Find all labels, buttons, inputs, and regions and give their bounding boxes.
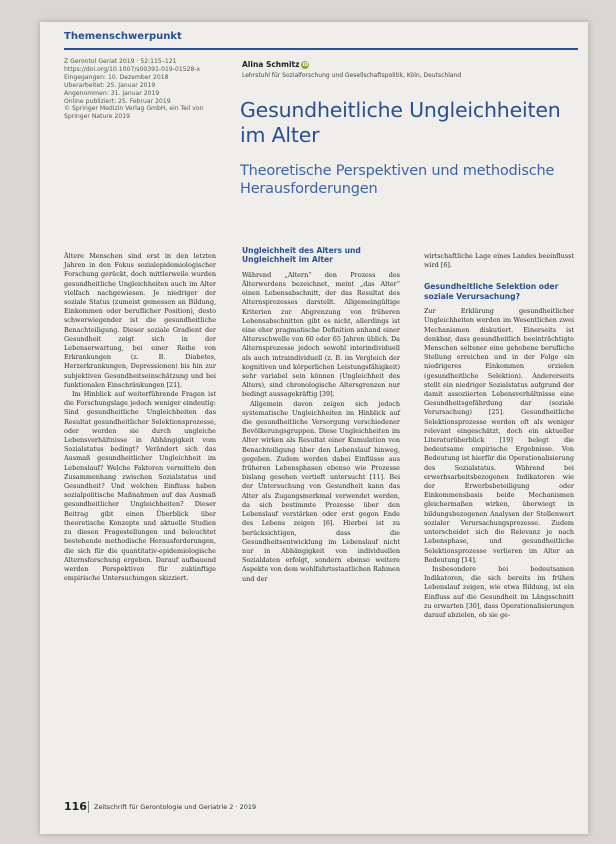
author-name: Alina Schmitz bbox=[242, 60, 300, 69]
section-heading: Ungleichheit des Alters und Ungleichheit im Alter bbox=[242, 246, 361, 265]
article-metadata bbox=[64, 58, 229, 121]
text-column-1 bbox=[64, 252, 216, 583]
paragraph: Im Hinblick auf weiterführende Fragen ist die Forschungslage jedoch weniger eindeutig: Sind gesundheitliche Ungleichheiten das Resultat gesundheitlicher Selektionsprozesse, oder werden sie durch ungleiche Lebensverhältnisse in Abhängigkeit vom Sozialstatus bedingt? Verändert sich das Ausmaß gesundheitlicher Ungleichheit im Lebenslauf? Welche Faktoren vermitteln den Zusammenhang zwischen Sozialstatus und Gesundheit? Und welchen Einfluss haben sozialpolitische Maßnahmen auf das Ausmaß gesundheitlicher Ungleichheiten? Dieser Beitrag gibt einen Überblick über theoretische Konzepte und aktuelle Studien zu diesen Fragestellungen und beleuchtet bestehende methodische Herausforderungen, die sich für die quantitativ-epidemiologische Alternsforschung ergeben. Darauf aufbauend werden Perspektiven für zukünftige empirische Untersuchungen skizziert. bbox=[64, 390, 216, 583]
meta-line: Angenommen: 31. Januar 2019 bbox=[64, 89, 160, 97]
section-label: Themenschwerpunkt bbox=[64, 31, 182, 42]
section-heading: Gesundheitliche Selektion oder soziale Verursachung? bbox=[424, 282, 559, 301]
paragraph: wirtschaftliche Lage eines Landes beeinflusst wird [6]. bbox=[424, 252, 574, 270]
meta-line: Überarbeitet: 25. Januar 2019 bbox=[64, 81, 156, 89]
paragraph: Insbesondere bei bedeutsamen Indikatoren, die sich bereits im frühen Lebenslauf zeigen, wie etwa Bildung, ist ein Einfluss auf die Gesundheit im Längsschnitt zu erwarten [30], dass Operationalisierungen darauf abzielen, ob sie ge- bbox=[424, 564, 574, 619]
paragraph: Allgemein davon zeigen sich jedoch systematische Ungleichheiten im Hinblick auf die gesundheitliche Versorgung verschiedener Bevölkerungsgruppen. Diese Ungleichheiten im Alter wirken als Resultat einer Kumulation von Benachteiligung über den Lebenslauf hinweg, gegeben. Zudem werden dabei Einflüsse aus früheren Lebensphasen ebenso wie Prozesse bislang gesehen vertieft untersucht [11]. Bei der Untersuchung von Gesundheit kann das Alter als Zugangsmerkmal verwendet werden, da sich bestimmte Prozesse über den Lebenslauf verstärken oder erst gegen Ende des Lebens zeigen [6]. Hierbei ist zu berücksichtigen, dass die Gesundheitsentwicklung im Lebenslauf nicht nur in Abhängigkeit von individuellen Sozialdaten erfolgt, sondern ebenso weitere Aspekte von dem wohlfahrtsstaatlichen Rahmen und der bbox=[242, 399, 401, 583]
section-header-bar bbox=[64, 30, 578, 50]
orcid-icon[interactable]: iD bbox=[302, 62, 309, 68]
text-column-2 bbox=[242, 246, 400, 584]
meta-line: Z Gerontol Geriat 2019 · 52:115–121 bbox=[64, 58, 177, 65]
paragraph: Ältere Menschen sind erst in den letzten Jahren in den Fokus sozialepidemiologischer Forschung gerückt, doch mittlerweile wurden gesundheitliche Ungleichheiten auch im Alter vielfach nachgewiesen. Je niedriger der soziale Status (zumeist gemessen an Bildung, Einkommen oder beruflicher Position), desto schwerwiegender ist die gesundheitliche Benachteiligung. Dieser soziale Gradient der Gesundheit zeigt sich in der Lebenserwartung, bei einer Reihe von Erkrankungen (z. B. Diabetes, Herzerkrankungen, Depressionen) bis hin zur subjektiven Gesundheitseinschätzung und bei funktionalen Einschränkungen [21]. bbox=[64, 252, 216, 389]
author-line bbox=[242, 60, 309, 69]
meta-line: Online publiziert: 25. Februar 2019 bbox=[64, 97, 171, 105]
meta-line: © Springer Medizin Verlag GmbH, ein Teil von bbox=[64, 105, 204, 113]
meta-line: Springer Nature 2019 bbox=[64, 113, 130, 121]
paragraph: Während „Altern“ den Prozess des Älterwerdens bezeichnet, meint „das Alter“ einen Lebensabschnitt, der das Resultat des Alternsprozesses darstellt. Allgemeingültige Kriterien zur Abgrenzung von früheren Lebensabschnitten gibt es nicht, allerdings ist eine eher pragmatische Definition anhand einer Altersschwelle von 60 oder 65 Jahren üblich. Da Alternsprozesse jedoch sowohl interindividuell als auch intraindividuell (z. B. im Vergleich der kognitiven und körperlichen Leistungsfähigkeit) sehr variabel sein können (Ungleichheit des Alters), sind chronologische Altersgrenzen nur bedingt aussagekräftig [39]. bbox=[242, 270, 400, 399]
journal-citation: Zeitschrift für Gerontologie und Geriatrie 2 · 2019 bbox=[94, 803, 257, 811]
article-subtitle: Theoretische Perspektiven und methodische Herausforderungen bbox=[240, 163, 555, 197]
author-affiliation: Lehrstuhl für Sozialforschung und Gesellschaftspolitik, Köln, Deutschland bbox=[242, 72, 462, 79]
paragraph: Zur Erklärung gesundheitlicher Ungleichheiten werden im Wesentlichen zwei Mechanismen diskutiert. Einerseits ist denkbar, dass gesundheitlich beeinträchtigte Menschen seltener eine gehobene berufliche Stellung erreichen und in der Folge ein niedrigeres Einkommen erzielen (gesundheitliche Selektion). Andererseits stellt ein niedriger Sozialstatus aufgrund der damit assoziierten Lebensverhältnisse eine Gesundheitsgefährdung dar (soziale Verursachung) [25]. Gesundheitliche Selektionsprozesse werden oft als weniger relevant eingeschätzt, doch ein aktueller Literaturüberblick [19] belegt die bedeutsame empirische Ergebnisse. Von Bedeutung ist hierfür die Operationalisierung des Sozialstatus. Während bei erwerbsarbeitsbezogenen Indikatoren wie der Erwerbsbeteiligung oder Einkommensbasis beide Mechanismen gleichermaßen wirken, überwiegt in bildungsbezogenen Analysen der Stellenwert sozialer Verursachungsprozesse. Zudem unterscheidet sich die Relevanz je nach Lebensphase, und gesundheitliche Selektionsprozesse verlieren im Alter an Bedeutung [14]. bbox=[424, 307, 574, 564]
article-title: Gesundheitliche Ungleichheiten im Alter bbox=[240, 98, 561, 147]
page-number: 116 bbox=[64, 800, 87, 813]
meta-line[interactable]: https://doi.org/10.1007/s00391-019-01528-x bbox=[64, 65, 201, 73]
footer-divider bbox=[88, 801, 89, 813]
text-column-3 bbox=[424, 252, 574, 620]
page-footer bbox=[64, 800, 578, 814]
meta-line: Eingegangen: 10. Dezember 2018 bbox=[64, 73, 169, 81]
